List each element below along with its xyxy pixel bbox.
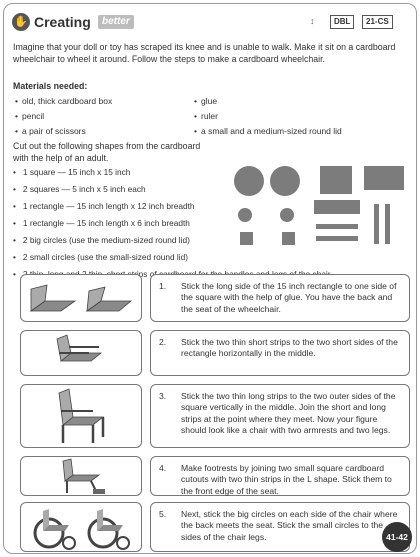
page-title: Creating [34, 14, 91, 30]
chair-icon [21, 385, 142, 448]
material-item: • a small and a medium-sized round lid [194, 126, 342, 136]
square-shape [320, 166, 352, 194]
long-strip-shape [385, 204, 390, 244]
cut-instructions: Cut out the following shapes from the cardboard with the help of an adult. [13, 141, 201, 163]
shape-item: • 2 squares — 5 inch x 5 inch each [13, 184, 146, 194]
step-number: 3. [159, 391, 167, 401]
shape-item: • 1 square — 15 inch x 15 inch [13, 167, 130, 177]
step-5-text-box [150, 502, 410, 552]
step-1-text-box [150, 274, 410, 322]
step-5-illustration [20, 502, 142, 552]
shape-item: • 2 small circles (use the small-sized round lid) [13, 252, 188, 262]
material-item: • old, thick cardboard box [15, 96, 112, 106]
long-strip-shape [374, 204, 379, 244]
step-2-illustration [20, 330, 142, 376]
step-number: 1. [159, 281, 167, 291]
hand-logo-icon: ✋ [12, 13, 30, 31]
step-number: 5. [159, 509, 167, 519]
step-text: Stick the long side of the 15 inch rectangle to one side of the square with the help of glue. You have the back and the seat of the wheelchair. [181, 281, 397, 314]
header [12, 10, 410, 36]
cardboard-pieces-icon [21, 275, 142, 322]
big-circle-shape [270, 166, 300, 196]
short-strip-shape [316, 224, 358, 229]
material-item: • pencil [15, 111, 44, 121]
chair-with-footrest-icon [21, 457, 142, 496]
material-item: • a pair of scissors [15, 126, 86, 136]
step-3 [20, 384, 410, 448]
step-text: Stick the two thin long strips to the two outer sides of the square vertically in the middle. Join the short and long strips at the point where they meet. Now your figure should look like a chair with two armrests and two legs. [181, 391, 396, 435]
shape-item: • 1 rectangle — 15 inch length x 12 inch breadth [13, 201, 195, 211]
step-5 [20, 502, 410, 552]
step-text: Next, stick the big circles on each side of the chair where the back meets the seat. Stick the small circles to the sides of the chair legs. [181, 509, 398, 542]
step-4-text-box [150, 456, 410, 496]
header-mark: ↕ [310, 16, 315, 26]
badge-dbl: DBL [330, 15, 354, 29]
worksheet-page [3, 3, 417, 554]
material-item: • glue [194, 96, 217, 106]
big-circle-shape [234, 166, 264, 196]
shape-item: • 2 big circles (use the medium-sized round lid) [13, 235, 190, 245]
small-circle-shape [280, 208, 294, 222]
small-square-shape [282, 232, 295, 245]
short-strip-shape [316, 236, 358, 241]
page-number-badge: 41-42 [382, 522, 412, 552]
step-2-text-box [150, 330, 410, 376]
wheelchair-icon [21, 503, 142, 552]
step-2 [20, 330, 410, 376]
step-number: 2. [159, 337, 167, 347]
step-1-illustration [20, 274, 142, 322]
cutout-shapes-illustration [234, 164, 409, 254]
small-circle-shape [238, 208, 252, 222]
intro-text: Imagine that your doll or toy has scraped its knee and is unable to walk. Make it sit on a cardboard wheelchair to wheel it around. Follow the steps to make a cardboard wheelchair. [13, 42, 396, 64]
rectangle-shape [364, 166, 404, 190]
step-text: Stick the two thin short strips to the two short sides of the rectangle horizontally in the middle. [181, 337, 398, 359]
step-1 [20, 274, 410, 322]
step-4 [20, 456, 410, 496]
title-tag: better [98, 15, 134, 29]
step-text: Make footrests by joining two small square cardboard cutouts with two thin strips in the L shape. Stick them to the front edge of the seat. [181, 463, 392, 496]
material-item: • ruler [194, 111, 218, 121]
badge-21cs: 21-CS [362, 15, 393, 29]
step-number: 4. [159, 463, 167, 473]
shape-item: • 1 rectangle — 15 inch length x 6 inch breadth [13, 218, 190, 228]
step-3-illustration [20, 384, 142, 448]
step-3-text-box [150, 384, 410, 448]
materials-heading: Materials needed: [13, 81, 88, 91]
step-4-illustration [20, 456, 142, 496]
chair-frame-icon [21, 331, 142, 376]
rectangle-shape [314, 200, 360, 214]
small-square-shape [240, 232, 253, 245]
